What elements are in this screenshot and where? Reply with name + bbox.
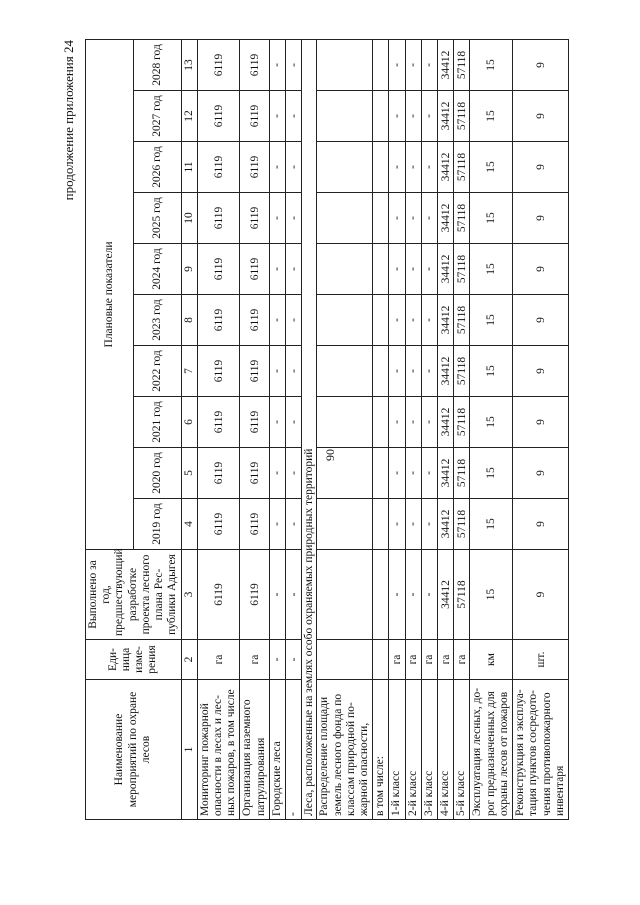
row-value: 6119 [197, 346, 240, 397]
row-value [373, 91, 389, 142]
row-value: - [389, 39, 405, 90]
forest-protection-table [85, 39, 569, 820]
row-value: 15 [470, 448, 513, 499]
table-row [405, 39, 421, 819]
row-value: 6119 [240, 397, 269, 448]
row-value: - [405, 295, 421, 346]
row-value: - [421, 397, 437, 448]
row-value: 6119 [197, 397, 240, 448]
row-unit: га [240, 640, 269, 680]
row-value: - [269, 499, 285, 550]
row-done: - [286, 550, 302, 640]
row-value: - [389, 448, 405, 499]
row-value [373, 39, 389, 90]
row-value: - [286, 142, 302, 193]
year-header: 2019 год [133, 499, 181, 550]
row-value: - [286, 448, 302, 499]
row-value: 57118 [454, 193, 470, 244]
row-value [317, 91, 373, 142]
row-value: 15 [470, 295, 513, 346]
row-value: - [389, 295, 405, 346]
row-value: - [405, 142, 421, 193]
row-unit: га [438, 640, 454, 680]
row-value: - [389, 499, 405, 550]
row-value: 9 [513, 193, 569, 244]
table-row [317, 39, 373, 819]
col-done-header: Выполнено за год, предшествующий разработке проекта лесного плана Рес-публики Адыгея [86, 550, 182, 640]
row-value [373, 499, 389, 550]
row-value: 6119 [197, 39, 240, 90]
row-value: 6119 [240, 39, 269, 90]
row-value: 15 [470, 39, 513, 90]
row-value: 34412 [438, 193, 454, 244]
row-value [317, 244, 373, 295]
row-value: 9 [513, 91, 569, 142]
section-row [302, 39, 317, 819]
table-row [438, 39, 454, 819]
row-value: - [389, 91, 405, 142]
row-value: - [405, 499, 421, 550]
column-number: 3 [181, 550, 197, 640]
row-value: - [421, 39, 437, 90]
column-number: 2 [181, 640, 197, 680]
row-value: - [286, 244, 302, 295]
row-value: 15 [470, 499, 513, 550]
row-unit: га [405, 640, 421, 680]
row-unit: км [470, 640, 513, 680]
row-unit: га [421, 640, 437, 680]
row-value: 6119 [240, 142, 269, 193]
row-value: - [269, 295, 285, 346]
row-value: - [389, 193, 405, 244]
row-value: 57118 [454, 295, 470, 346]
table-row [389, 39, 405, 819]
row-value: 34412 [438, 499, 454, 550]
plan-group-header: Плановые показатели [86, 39, 134, 549]
year-header: 2022 год [133, 346, 181, 397]
row-name: Распределение площади земель лесного фонда по классам природной по-жарной опасности, [317, 680, 373, 820]
row-unit: га [454, 640, 470, 680]
row-value: - [269, 244, 285, 295]
row-value: - [286, 346, 302, 397]
column-number: 1 [181, 680, 197, 820]
row-value: 9 [513, 346, 569, 397]
column-number: 10 [181, 193, 197, 244]
row-value: 9 [513, 295, 569, 346]
row-value [317, 39, 373, 90]
row-value: 15 [470, 91, 513, 142]
table-body [197, 39, 568, 819]
row-value: - [286, 295, 302, 346]
row-value: 6119 [197, 295, 240, 346]
row-value: 15 [470, 397, 513, 448]
row-value: 57118 [454, 244, 470, 295]
row-value: 9 [513, 499, 569, 550]
row-value [317, 499, 373, 550]
row-value: - [421, 193, 437, 244]
row-value [373, 397, 389, 448]
section-title: Леса, расположенные на землях особо охраняемых природных территорий [302, 39, 317, 819]
row-done: 9 [513, 550, 569, 640]
continuation-label: продолжение приложения 24 [61, 40, 76, 201]
row-unit: га [389, 640, 405, 680]
page-number: 90 [323, 449, 337, 461]
table-row [513, 39, 569, 819]
row-value: - [421, 142, 437, 193]
row-done: 34412 [438, 550, 454, 640]
row-done: - [405, 550, 421, 640]
row-unit: га [197, 640, 240, 680]
row-name: Организация наземного патрулирования [240, 680, 269, 820]
row-value: - [286, 91, 302, 142]
row-value: 57118 [454, 499, 470, 550]
header-numbers-row [181, 39, 197, 819]
row-value [373, 244, 389, 295]
row-value: 9 [513, 397, 569, 448]
row-value: - [269, 346, 285, 397]
row-value: - [405, 397, 421, 448]
row-value: 57118 [454, 39, 470, 90]
row-value: 15 [470, 346, 513, 397]
row-value: - [269, 397, 285, 448]
table-row [421, 39, 437, 819]
row-value: 34412 [438, 39, 454, 90]
row-value: 9 [513, 142, 569, 193]
row-value: 34412 [438, 91, 454, 142]
row-value: - [269, 91, 285, 142]
column-number: 11 [181, 142, 197, 193]
row-value: 6119 [197, 91, 240, 142]
row-name: 5-й класс [454, 680, 470, 820]
header-row-1 [86, 39, 134, 819]
year-header: 2028 год [133, 39, 181, 90]
row-value: 6119 [240, 295, 269, 346]
row-value: 15 [470, 244, 513, 295]
row-value: 57118 [454, 346, 470, 397]
row-value: 9 [513, 448, 569, 499]
row-value: 9 [513, 244, 569, 295]
row-name: 2-й класс [405, 680, 421, 820]
row-value: - [286, 39, 302, 90]
column-number: 4 [181, 499, 197, 550]
row-value: 9 [513, 39, 569, 90]
year-header: 2025 год [133, 193, 181, 244]
row-value: 57118 [454, 91, 470, 142]
row-value: 34412 [438, 448, 454, 499]
column-number: 12 [181, 91, 197, 142]
row-done: 6119 [240, 550, 269, 640]
row-value: - [405, 193, 421, 244]
row-value [373, 346, 389, 397]
row-value: - [389, 244, 405, 295]
row-name: - [286, 680, 302, 820]
row-done: 6119 [197, 550, 240, 640]
column-number: 8 [181, 295, 197, 346]
row-value: 34412 [438, 346, 454, 397]
row-value: - [405, 346, 421, 397]
column-number: 5 [181, 448, 197, 499]
row-value: 6119 [240, 499, 269, 550]
row-value: 34412 [438, 244, 454, 295]
row-value: 6119 [197, 448, 240, 499]
col-name-header: Наименование мероприятий по охране лесов [86, 680, 182, 820]
row-name: Мониторинг пожарной опасности в лесах и лес-ных пожаров, в том числе [197, 680, 240, 820]
row-value [373, 295, 389, 346]
year-header: 2021 год [133, 397, 181, 448]
row-value: 6119 [240, 193, 269, 244]
row-value: - [286, 193, 302, 244]
row-name: Реконструкция и эксплуа-тация пунктов сосредото-чения противопожарного инвентаря [513, 680, 569, 820]
row-done [317, 550, 373, 640]
row-value: - [405, 91, 421, 142]
row-value: 34412 [438, 142, 454, 193]
table-row [373, 39, 389, 819]
year-header: 2020 год [133, 448, 181, 499]
year-header: 2024 год [133, 244, 181, 295]
row-value: - [421, 91, 437, 142]
table-row [240, 39, 269, 819]
row-value [317, 193, 373, 244]
row-value: - [405, 39, 421, 90]
row-done [373, 550, 389, 640]
row-unit: - [269, 640, 285, 680]
row-value: - [286, 397, 302, 448]
table-row [269, 39, 285, 819]
row-unit: - [286, 640, 302, 680]
row-value [317, 397, 373, 448]
row-name: Городские леса [269, 680, 285, 820]
row-done: - [389, 550, 405, 640]
row-value: 6119 [240, 91, 269, 142]
row-name: 1-й класс [389, 680, 405, 820]
column-number: 13 [181, 39, 197, 90]
year-header: 2027 год [133, 91, 181, 142]
row-value: - [421, 295, 437, 346]
table-header [86, 39, 198, 819]
row-unit: шт. [513, 640, 569, 680]
row-value: 57118 [454, 142, 470, 193]
row-value: 57118 [454, 448, 470, 499]
row-value: 34412 [438, 397, 454, 448]
row-value: - [405, 244, 421, 295]
year-header: 2026 год [133, 142, 181, 193]
row-name: в том числе: [373, 680, 389, 820]
row-value: - [421, 499, 437, 550]
row-done: 15 [470, 550, 513, 640]
row-done: 57118 [454, 550, 470, 640]
row-done: - [269, 550, 285, 640]
row-value [317, 346, 373, 397]
row-value: - [389, 346, 405, 397]
row-value: 6119 [197, 193, 240, 244]
row-value [373, 193, 389, 244]
row-value: - [269, 193, 285, 244]
row-unit [317, 640, 373, 680]
row-value: - [269, 448, 285, 499]
row-value: 15 [470, 193, 513, 244]
table-row [197, 39, 240, 819]
row-value: 57118 [454, 397, 470, 448]
row-value: - [389, 142, 405, 193]
row-name: Эксплуатация лесных, до-рог предназначенных для охраны лесов от пожаров [470, 680, 513, 820]
row-value: - [421, 346, 437, 397]
row-value [317, 142, 373, 193]
col-unit-header: Еди-ница изме-рения [86, 640, 182, 680]
table-row [454, 39, 470, 819]
table-row [286, 39, 302, 819]
row-value: 6119 [240, 346, 269, 397]
row-value: 15 [470, 142, 513, 193]
row-unit [373, 640, 389, 680]
row-value: 6119 [197, 499, 240, 550]
row-value [373, 448, 389, 499]
row-value [373, 142, 389, 193]
row-value: - [286, 499, 302, 550]
row-value: 6119 [197, 142, 240, 193]
column-number: 6 [181, 397, 197, 448]
row-value: - [421, 448, 437, 499]
row-value: 6119 [240, 448, 269, 499]
row-name: 4-й класс [438, 680, 454, 820]
row-value: - [405, 448, 421, 499]
column-number: 9 [181, 244, 197, 295]
row-value: - [421, 244, 437, 295]
row-value [317, 295, 373, 346]
row-value: - [389, 397, 405, 448]
row-value: - [269, 142, 285, 193]
row-value: 34412 [438, 295, 454, 346]
rotated-table-area [61, 40, 615, 820]
column-number: 7 [181, 346, 197, 397]
row-value: 6119 [240, 244, 269, 295]
row-name: 3-й класс [421, 680, 437, 820]
table-row [470, 39, 513, 819]
year-header: 2023 год [133, 295, 181, 346]
row-value: - [269, 39, 285, 90]
row-done: - [421, 550, 437, 640]
row-value: 6119 [197, 244, 240, 295]
